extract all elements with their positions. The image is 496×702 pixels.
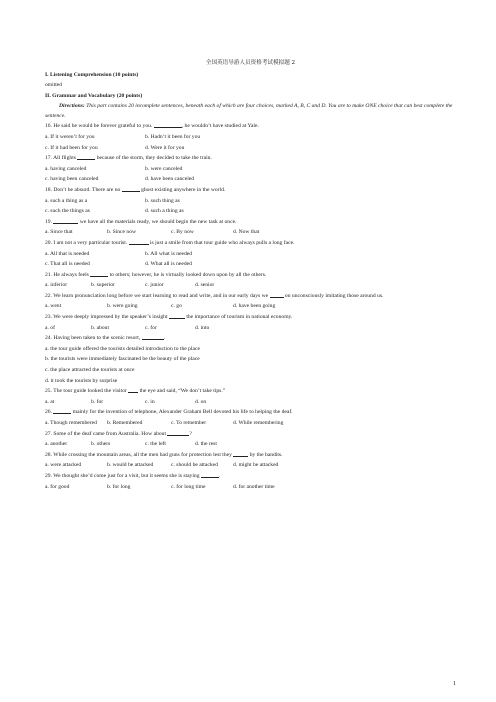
answer-option[interactable]: c. having been canceled — [45, 176, 99, 183]
page-number: 1 — [453, 681, 456, 687]
question-stem — [45, 153, 456, 164]
question-text: 22. We learn pronunciation long before we start learning to read and write, and in our early days we — [45, 292, 270, 299]
answer-blank[interactable] — [154, 121, 182, 128]
question-stem — [45, 238, 456, 249]
answer-blank[interactable] — [122, 185, 140, 192]
answer-option[interactable]: d. have been going — [233, 303, 276, 310]
option-line — [45, 174, 456, 185]
question-text: 24. Having been taken to the scenic resort, — [45, 335, 142, 342]
answer-option[interactable]: b. were canceled — [145, 165, 183, 172]
option-line — [45, 301, 456, 312]
question-text-end: ghost existing anywhere in the world. — [139, 186, 226, 193]
option-line — [45, 323, 456, 334]
answer-option[interactable]: b. Since now — [107, 229, 137, 236]
option-line — [45, 397, 456, 408]
option-line — [45, 227, 456, 238]
option-line — [45, 249, 456, 260]
question-text: 29. We thought she’d come just for a visit, but it seems she is staying — [45, 472, 201, 479]
answer-blank[interactable] — [169, 312, 185, 319]
question-text: 25. The tour guide looked the visitor — [45, 388, 129, 395]
question-text: 27. Some of the deaf came from Australia. How about — [45, 430, 168, 437]
answer-option[interactable]: c. the left — [145, 441, 166, 448]
question-text-end: . — [163, 335, 166, 342]
answer-blank[interactable] — [53, 407, 71, 414]
option-line — [45, 482, 456, 493]
answer-option[interactable]: c. for — [145, 324, 157, 331]
answer-option[interactable]: a. inferior — [45, 282, 68, 289]
question-text: 20. I am not a very particular tourist. — [45, 239, 129, 246]
question-stem — [45, 429, 456, 440]
option-line — [45, 460, 456, 471]
question-text: 19. — [45, 218, 54, 225]
answer-option[interactable]: d. such a thing as — [145, 208, 184, 215]
option-line — [45, 259, 456, 270]
answer-blank[interactable] — [53, 217, 78, 224]
option-line — [45, 344, 456, 355]
answer-option[interactable]: c. the place attracted the tourists at once — [45, 367, 135, 374]
answer-option[interactable]: b. Remembered — [107, 420, 143, 426]
question-stem — [45, 407, 456, 418]
omitted-note: omitted — [45, 82, 63, 89]
answer-option[interactable]: c. should be attacked — [171, 462, 218, 469]
answer-option[interactable]: b. the tourists were immediately fascinated be the beauty of the place — [45, 356, 200, 363]
answer-option[interactable]: d. What all is needed — [145, 261, 192, 268]
question-text-end: because of the storm, they decided to take the train. — [95, 155, 212, 162]
answer-option[interactable]: d. the rest — [195, 441, 217, 448]
question-stem — [45, 217, 456, 228]
answer-option[interactable]: d. into — [195, 324, 210, 331]
question-text-end: ? — [189, 430, 192, 437]
answer-option[interactable]: d. on — [195, 398, 207, 405]
answer-option[interactable]: c. in — [145, 398, 155, 405]
document-title: 全国英语导游人员资格考试模拟题 2 — [205, 60, 296, 66]
answer-option[interactable]: b. others — [91, 441, 111, 448]
question-text: 16. He said he would be forever grateful to you. — [45, 123, 154, 130]
question-text: 18. Don’t be absurd. There are no — [45, 186, 122, 193]
answer-option[interactable]: b. for — [91, 398, 104, 405]
answer-option[interactable]: a. went — [45, 303, 62, 310]
question-stem — [45, 386, 456, 397]
answer-option[interactable]: d. it took the tourists by surprise — [45, 377, 118, 384]
answer-option[interactable]: a. having canceled — [45, 165, 87, 172]
question-stem — [45, 471, 456, 482]
question-text-end: . — [218, 472, 221, 479]
option-line — [45, 143, 456, 154]
question-stem — [45, 121, 456, 132]
answer-option[interactable]: c. To remember — [171, 420, 207, 426]
question-text-end: to others; however, he is virtually looked down upon by all the others. — [108, 271, 267, 278]
directions-label: Directions: — [59, 103, 85, 110]
option-line — [45, 132, 456, 143]
option-line — [45, 439, 456, 450]
answer-option[interactable]: c. That all is needed — [45, 261, 90, 268]
answer-option[interactable]: b. superior — [91, 282, 115, 289]
question-text: 17. All flights — [45, 155, 78, 162]
answer-option[interactable]: b. All what is needed — [145, 250, 193, 257]
answer-option[interactable]: b. such thing as — [145, 197, 180, 204]
question-text-end: on unconsciously imitating those around us. — [283, 292, 384, 299]
answer-blank[interactable] — [128, 386, 138, 393]
document-content — [45, 58, 456, 492]
option-line — [45, 196, 456, 207]
answer-option[interactable]: c. junior — [145, 282, 164, 289]
option-line — [45, 164, 456, 175]
question-text-end: mainly for the invention of telephone, Alexander Graham Bell devoted his life to helping the deaf. — [71, 409, 293, 416]
answer-blank[interactable] — [129, 238, 149, 245]
directions-paragraph — [45, 101, 456, 121]
answer-option[interactable]: c. go — [171, 303, 182, 310]
answer-option[interactable]: d. Now that — [233, 229, 260, 236]
question-stem — [45, 450, 456, 461]
answer-option[interactable]: b. Hadn’t it been for you — [145, 133, 201, 140]
question-stem — [45, 333, 456, 344]
question-list — [45, 121, 456, 492]
answer-option[interactable]: a. the tour guide offered the tourists detailed introduction to the place — [45, 345, 200, 352]
answer-option[interactable]: d. have been canceled — [145, 176, 195, 183]
answer-blank[interactable] — [270, 291, 284, 298]
answer-blank[interactable] — [77, 153, 95, 160]
answer-option[interactable]: a. All that is needed — [45, 250, 90, 257]
option-line — [45, 280, 456, 291]
answer-option[interactable]: d. might be attacked — [233, 462, 279, 469]
option-line — [45, 418, 456, 429]
section-grammar-heading: II. Grammar and Vocabulary (20 points) — [45, 92, 143, 99]
question-text-end: , he wouldn’t have studied at Yale. — [181, 123, 259, 130]
question-text-end: we have all the materials ready, we should begin the new task at once. — [78, 218, 237, 225]
answer-option[interactable]: a. such a thing as a — [45, 197, 88, 204]
answer-option[interactable]: a. were attacked — [45, 462, 82, 469]
answer-blank[interactable] — [90, 270, 108, 277]
question-text-end: the eye and said, “We don’t take tips.” — [138, 388, 226, 395]
question-text: 28. While crossing the mountain areas, all the men had guns for protection lest they — [45, 451, 234, 458]
question-stem — [45, 312, 456, 323]
answer-blank[interactable] — [201, 471, 219, 478]
answer-blank[interactable] — [167, 429, 192, 437]
answer-option[interactable]: a. Since that — [45, 229, 73, 236]
directions-text: This part contains 20 incomplete sentences, beneath each of which are four choices, marked A, B, C and D. You are to make ONE choice that can best complete the sentence. — [45, 103, 453, 120]
option-line — [45, 354, 456, 365]
answer-option[interactable]: d. for another time — [233, 483, 275, 490]
answer-blank[interactable] — [142, 333, 164, 340]
answer-option[interactable]: a. of — [45, 324, 55, 331]
question-text: 23. We were deeply impressed by the speaker’s insight — [45, 314, 169, 321]
question-text: 21. He always feels — [45, 271, 91, 278]
answer-option[interactable]: c. for long time — [171, 483, 206, 490]
section-listening-heading: I. Listening Comprehension (10 points) — [45, 71, 139, 78]
question-stem — [45, 291, 456, 302]
answer-option[interactable]: d. While remembering — [233, 420, 284, 426]
answer-option[interactable]: b. for long — [107, 483, 131, 490]
answer-option[interactable]: a. another — [45, 441, 68, 448]
answer-option[interactable]: c. By now — [171, 229, 194, 236]
question-text-end: is just a smile from that tour guide who always pulls a long face. — [148, 239, 295, 246]
question-stem — [45, 270, 456, 281]
answer-option[interactable]: a. at — [45, 398, 55, 405]
question-text: 26. — [45, 409, 54, 416]
question-text-end: by the bandits. — [248, 451, 283, 458]
answer-option[interactable]: c. such the things as — [45, 208, 90, 215]
answer-option[interactable]: d. Were it for you — [145, 144, 185, 151]
answer-option[interactable]: b. would be attacked — [107, 462, 154, 469]
option-line — [45, 376, 456, 387]
option-line — [45, 206, 456, 217]
answer-option[interactable]: b. were going — [107, 303, 138, 310]
option-line — [45, 365, 456, 376]
answer-blank[interactable] — [233, 450, 248, 457]
question-text-end: the importance of tourism in national economy. — [184, 314, 293, 321]
answer-option[interactable]: d. senior — [195, 282, 215, 289]
answer-option[interactable]: c. If it had been for you — [45, 144, 98, 151]
answer-option[interactable]: a. If it weren’t for you — [45, 133, 95, 140]
answer-option[interactable]: a. Though remembered — [45, 420, 97, 426]
answer-option[interactable]: b. about — [91, 324, 110, 331]
question-stem — [45, 185, 456, 196]
answer-option[interactable]: a. for good — [45, 483, 70, 490]
